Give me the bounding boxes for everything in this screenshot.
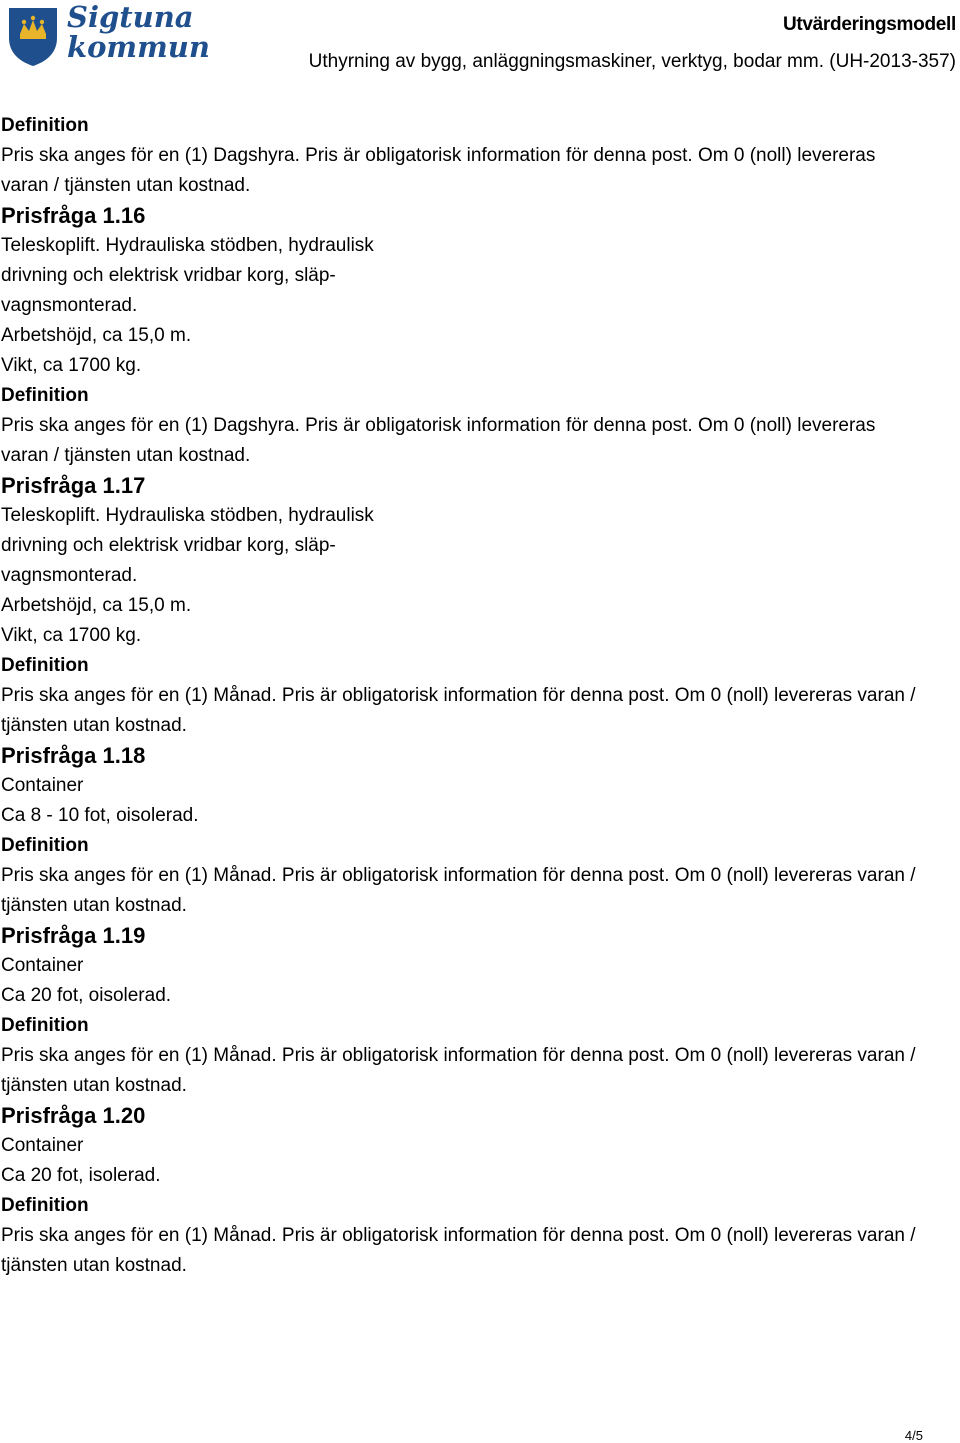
question-1-16	[1, 201, 959, 471]
definition-label: Definition	[1, 385, 89, 406]
description-line: Arbetshöjd, ca 15,0 m.	[1, 595, 192, 616]
question-title: Prisfråga 1.20	[1, 1103, 146, 1128]
description-line: Teleskoplift. Hydrauliska stödben, hydraulisk	[1, 235, 374, 256]
definition-label: Definition	[1, 115, 89, 136]
description-line: Vikt, ca 1700 kg.	[1, 355, 142, 376]
definition-text-line: Pris ska anges för en (1) Månad. Pris är obligatorisk information för denna post. Om 0 (noll) levereras varan /	[1, 1045, 916, 1066]
question-title: Prisfråga 1.17	[1, 473, 146, 498]
definition-label: Definition	[1, 835, 89, 856]
question-title: Prisfråga 1.18	[1, 743, 146, 768]
description-line: Container	[1, 775, 84, 796]
description-line: Container	[1, 955, 84, 976]
logo-line-2: kommun	[67, 30, 210, 64]
description-line: Vikt, ca 1700 kg.	[1, 625, 142, 646]
question-title: Prisfråga 1.19	[1, 923, 146, 948]
coat-of-arms-icon	[5, 4, 61, 68]
definition-label: Definition	[1, 1195, 89, 1216]
definition-text-line: tjänsten utan kostnad.	[1, 715, 187, 736]
definition-text-line: Pris ska anges för en (1) Månad. Pris är obligatorisk information för denna post. Om 0 (noll) levereras varan /	[1, 865, 916, 886]
definition-text-line: Pris ska anges för en (1) Månad. Pris är obligatorisk information för denna post. Om 0 (noll) levereras varan /	[1, 685, 916, 706]
description-line: Arbetshöjd, ca 15,0 m.	[1, 325, 192, 346]
description-line: vagnsmonterad.	[1, 295, 138, 316]
question-1-17	[1, 471, 959, 741]
question-1-19	[1, 921, 959, 1101]
document-body	[1, 111, 959, 1281]
question-1-20	[1, 1101, 959, 1281]
description-line: Container	[1, 1135, 84, 1156]
definition-text-line: tjänsten utan kostnad.	[1, 1255, 187, 1276]
description-line: Ca 20 fot, oisolerad.	[1, 985, 172, 1006]
definition-text-line: Pris ska anges för en (1) Dagshyra. Pris är obligatorisk information för denna post. Om 0 (noll) levereras	[1, 145, 876, 166]
definition-text-line: tjänsten utan kostnad.	[1, 895, 187, 916]
definition-text-line: varan / tjänsten utan kostnad.	[1, 175, 251, 196]
description-line: drivning och elektrisk vridbar korg, släp-	[1, 535, 336, 556]
logo-line-1: Sigtuna	[67, 0, 194, 34]
sigtuna-kommun-logo	[5, 0, 210, 70]
question-1-18	[1, 741, 959, 921]
page-number: 4/5	[904, 1428, 923, 1443]
description-line: Teleskoplift. Hydrauliska stödben, hydraulisk	[1, 505, 374, 526]
intro-definition	[1, 111, 959, 201]
question-title: Prisfråga 1.16	[1, 203, 146, 228]
definition-label: Definition	[1, 655, 89, 676]
logo-wordmark	[67, 2, 210, 62]
definition-text-line: tjänsten utan kostnad.	[1, 1075, 187, 1096]
definition-text-line: Pris ska anges för en (1) Dagshyra. Pris är obligatorisk information för denna post. Om 0 (noll) levereras	[1, 415, 876, 436]
description-line: vagnsmonterad.	[1, 565, 138, 586]
document-type: Utvärderingsmodell	[782, 14, 956, 35]
page-header	[0, 0, 960, 95]
description-line: Ca 8 - 10 fot, oisolerad.	[1, 805, 199, 826]
description-line: Ca 20 fot, isolerad.	[1, 1165, 161, 1186]
document-subtitle: Uthyrning av bygg, anläggningsmaskiner, verktyg, bodar mm. (UH-2013-357)	[308, 51, 956, 72]
description-line: drivning och elektrisk vridbar korg, släp-	[1, 265, 336, 286]
definition-label: Definition	[1, 1015, 89, 1036]
definition-text-line: Pris ska anges för en (1) Månad. Pris är obligatorisk information för denna post. Om 0 (noll) levereras varan /	[1, 1225, 916, 1246]
definition-text-line: varan / tjänsten utan kostnad.	[1, 445, 251, 466]
